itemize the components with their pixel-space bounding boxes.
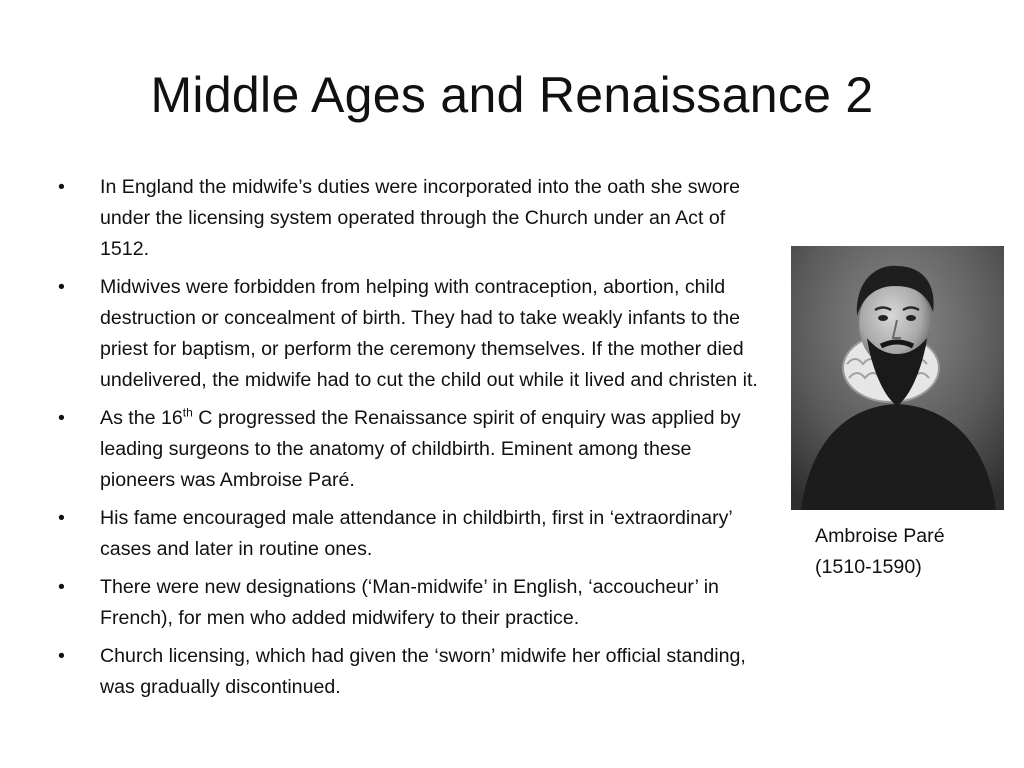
bullet-dot-icon: • (58, 276, 65, 298)
bullet-text: In England the midwife’s duties were incorporated into the oath she swore under the licensing system operated through the Church under an Act of 1512. (100, 176, 741, 260)
portrait-image (791, 246, 1004, 510)
bullet-dot-icon: • (58, 645, 65, 667)
bullet-item (58, 403, 758, 496)
portrait-illustration (791, 246, 1004, 510)
bullet-list (58, 172, 758, 710)
bullet-text-post: C progressed the Renaissance spirit of enquiry was applied by leading surgeons to the anatomy of childbirth. Eminent among these pioneers was Ambroise Paré. (100, 407, 741, 491)
bullet-text: Church licensing, which had given the ‘sworn’ midwife her official standing, was gradually discontinued. (100, 645, 746, 698)
bullet-text: There were new designations (‘Man-midwife’ in English, ‘accoucheur’ in French), for men who added midwifery to their practice. (100, 576, 719, 629)
bullet-dot-icon: • (58, 507, 65, 529)
bullet-text-pre: As the 16 (100, 407, 183, 429)
bullet-item (58, 272, 758, 396)
bullet-dot-icon: • (58, 176, 65, 198)
bullet-text: Midwives were forbidden from helping with contraception, abortion, child destruction or concealment of birth. They had to take weakly infants to the priest for baptism, or perform the ceremony themselves. If the mother died undelivered, the midwife had to cut the child out while it lived and christen it. (100, 276, 758, 391)
slide-title: Middle Ages and Renaissance 2 (150, 67, 874, 123)
bullet-item (58, 172, 758, 265)
bullet-item (58, 503, 758, 565)
bullet-dot-icon: • (58, 407, 65, 429)
caption-dates: (1510-1590) (815, 556, 922, 578)
portrait-caption (815, 521, 1015, 583)
ordinal-superscript: th (182, 405, 193, 420)
caption-name: Ambroise Paré (815, 525, 945, 547)
bullet-text: His fame encouraged male attendance in childbirth, first in ‘extraordinary’ cases and later in routine ones. (100, 507, 733, 560)
bullet-item (58, 572, 758, 634)
bullet-text (100, 407, 741, 491)
bullet-dot-icon: • (58, 576, 65, 598)
bullet-item (58, 641, 758, 703)
